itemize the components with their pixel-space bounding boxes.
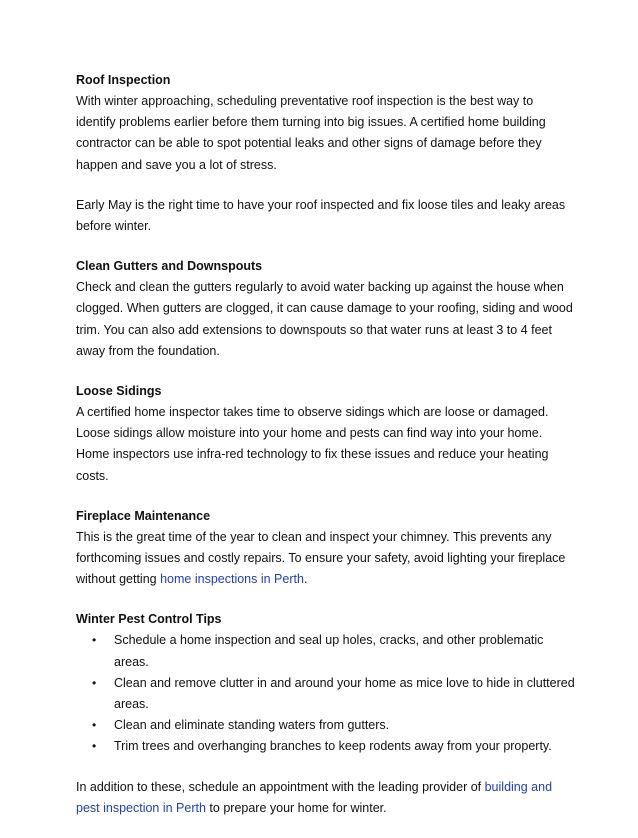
fireplace-text-before-link: This is the great time of the year to clean and inspect your chimney. This prevents any forthcoming issues and costly repairs. To ensure your safety, avoid lighting your fireplace without getting [76,529,566,587]
section-loose-sidings [76,381,576,487]
paragraph-closing [76,777,576,819]
section-fireplace-maintenance [76,506,576,591]
pest-tips-list [76,630,576,757]
paragraph-roof-2: Early May is the right time to have your roof inspected and fix loose tiles and leaky areas before winter. [76,197,566,234]
section-closing [76,777,576,819]
bullet-icon: • [92,718,97,733]
home-inspections-perth-link[interactable]: home inspections in Perth [160,572,304,587]
building-pest-inspection-perth-link[interactable]: building and pest inspection in Perth [76,779,553,815]
paragraph-roof-1: With winter approaching, scheduling preventative roof inspection is the best way to identify problems earlier before them turning into big issues. A certified home building contractor can be able to spot potential leaks and other signs of damage before they happen and save you a lot of stress. [76,94,546,172]
closing-text-before-link: In addition to these, schedule an appointment with the leading provider of [76,779,485,794]
section-roof-inspection [76,70,576,237]
document-page [76,70,576,838]
section-clean-gutters [76,256,576,362]
section-winter-pest-control [76,609,576,757]
heading-roof-inspection: Roof Inspection [76,73,171,87]
paragraph-fireplace [76,527,576,591]
heading-fireplace-maintenance: Fireplace Maintenance [76,508,211,523]
paragraph-sidings: A certified home inspector takes time to observe sidings which are loose or damaged. Loose sidings allow moisture into your home and pests can find way into your home. Home inspectors use infra-red technology to fix these issues and reduce your heating costs. [76,405,549,483]
paragraph-gutters: Check and clean the gutters regularly to avoid water backing up against the house when clogged. When gutters are clogged, it can cause damage to your roofing, siding and wood trim. You can also add extensions to downspouts so that water runs at least 3 to 4 feet away from the foundation. [76,280,573,358]
heading-clean-gutters: Clean Gutters and Downspouts [76,259,263,274]
bullet-icon: • [92,675,97,690]
bullet-icon: • [92,739,97,754]
list-item [92,673,576,715]
bullet-icon: • [92,633,97,648]
heading-winter-pest-control: Winter Pest Control Tips [76,612,222,627]
heading-loose-sidings: Loose Sidings [76,384,162,399]
list-item-text: Schedule a home inspection and seal up holes, cracks, and other problematic areas. [114,633,544,669]
list-item-text: Clean and eliminate standing waters from gutters. [114,718,390,733]
list-item-text: Trim trees and overhanging branches to keep rodents away from your property. [114,739,552,754]
list-item [92,736,576,757]
list-item [92,715,576,736]
closing-text-after-link: to prepare your home for winter. [205,800,387,815]
list-item [92,630,576,672]
list-item-text: Clean and remove clutter in and around your home as mice love to hide in cluttered areas. [114,675,575,712]
fireplace-text-after-link: . [303,572,308,587]
